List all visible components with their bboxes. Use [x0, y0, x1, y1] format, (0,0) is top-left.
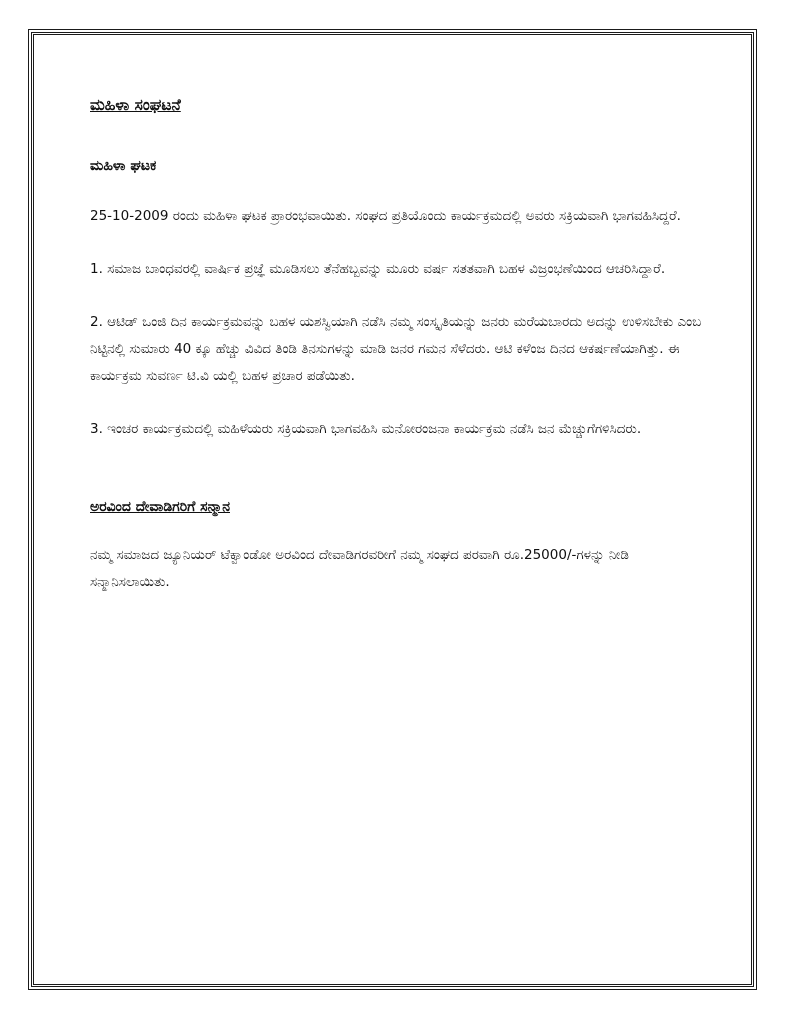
page-title: ಮಹಿಳಾ ಸಂಘಟನೆ — [90, 96, 181, 114]
honor-paragraph: ನಮ್ಮ ಸಮಾಜದ ಜ್ಯೂನಿಯರ್ ಟೆಕ್ವಾಂಡೋ ಅರವಿಂದ ದೇವಾಡಿಗರವರೀಗೆ ನಮ್ಮ ಸಂಘದ ಪರವಾಗಿ ರೂ.25000/-ಗಳನ್ನು ನೀಡಿ ಸನ್ಮಾನಿಸಲಾಯಿತು. — [90, 547, 629, 590]
document-body — [90, 92, 710, 622]
point-3-paragraph: 3. ಇಂಚರ ಕಾರ್ಯಕ್ರಮದಲ್ಲಿ ಮಹಿಳೆಯರು ಸಕ್ರಿಯವಾಗಿ ಭಾಗವಹಿಸಿ ಮನೋರಂಜನಾ ಕಾರ್ಯಕ್ರಮ ನಡೆಸಿ ಜನ ಮೆಚ್ಚುಗೆಗಳಿಸಿದರು. — [90, 421, 642, 437]
honor-section-title: ಅರವಿಂದ ದೇವಾಡಿಗರಿಗೆ ಸನ್ಮಾನ — [90, 499, 230, 515]
intro-paragraph: 25-10-2009 ರಂದು ಮಹಿಳಾ ಘಟಕ ಪ್ರಾರಂಭವಾಯಿತು. ಸಂಘದ ಪ್ರತಿಯೊಂದು ಕಾರ್ಯಕ್ರಮದಲ್ಲಿ ಅವರು ಸಕ್ರಿಯವಾಗಿ ಭಾಗವಹಿಸಿದ್ದರೆ. — [90, 208, 681, 224]
point-1-paragraph: 1. ಸಮಾಜ ಬಾಂಧವರಲ್ಲಿ ವಾರ್ಷಿಕ ಪ್ರಜ್ಞೆ ಮೂಡಿಸಲು ತೆನೆಹಬ್ಬವನ್ನು ಮೂರು ವರ್ಷ ಸತತವಾಗಿ ಬಹಳ ವಿಜ್ರಂಭಣೆಯಿಂದ ಆಚರಿಸಿದ್ದಾರೆ. — [90, 261, 666, 277]
section-subtitle: ಮಹಿಳಾ ಘಟಕ — [90, 158, 157, 174]
point-2-paragraph: 2. ಆಟಿಡ್ ಒಂಜಿ ದಿನ ಕಾರ್ಯಕ್ರಮವನ್ನು ಬಹಳ ಯಶಸ್ವಿಯಾಗಿ ನಡೆಸಿ ನಮ್ಮ ಸಂಸ್ಕೃತಿಯನ್ನು ಜನರು ಮರೆಯಬಾರದು ಅದನ್ನು ಉಳಿಸಬೇಕು ಎಂಬ ನಿಟ್ಟಿನಲ್ಲಿ ಸುಮಾರು 40 ಕ್ಕೂ ಹೆಚ್ಚು ವಿವಿದ ತಿಂಡಿ ತಿನಸುಗಳನ್ನು ಮಾಡಿ ಜನರ ಗಮನ ಸೆಳೆದರು. ಆಟಿ ಕಳೆಂಜ ದಿನದ ಆಕರ್ಷಣೆಯಾಗಿತ್ತು. ಈ ಕಾರ್ಯಕ್ರಮ ಸುವರ್ಣ ಟಿ.ವಿ ಯಲ್ಲಿ ಬಹಳ ಪ್ರಚಾರ ಪಡೆಯಿತು. — [90, 314, 702, 384]
